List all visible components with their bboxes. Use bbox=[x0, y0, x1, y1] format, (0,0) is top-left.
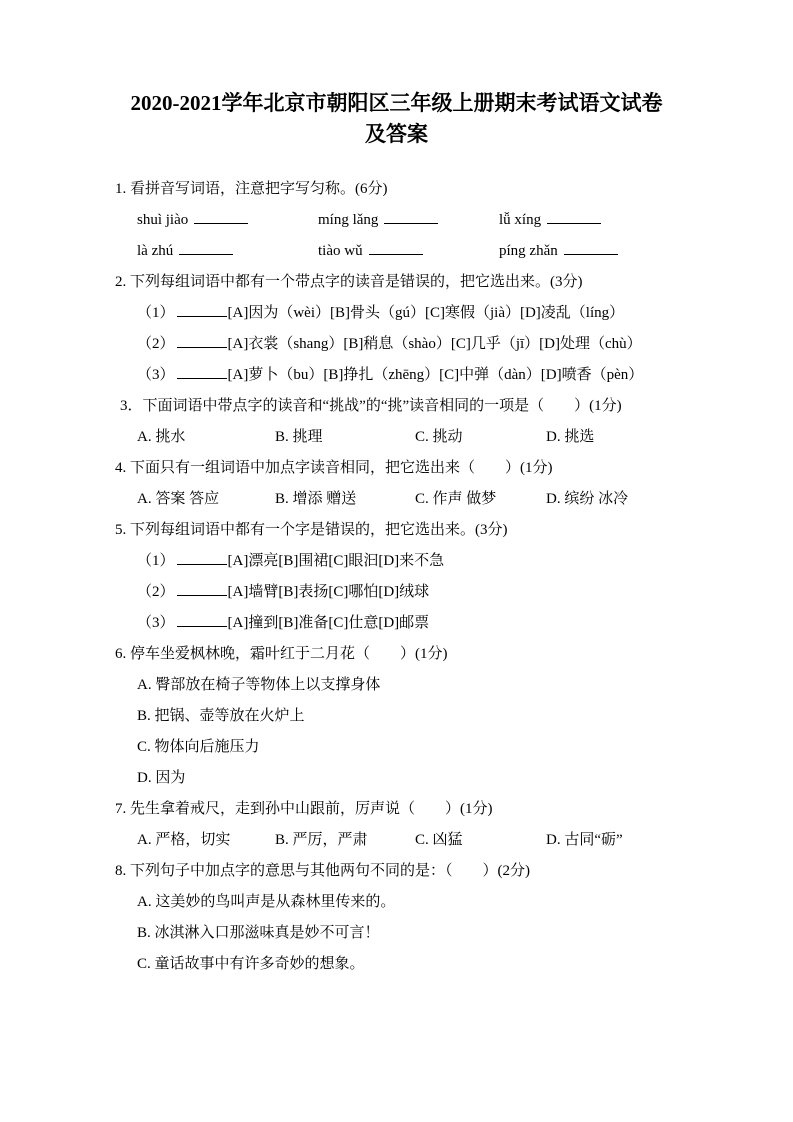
question-5-item-2 bbox=[115, 577, 681, 608]
option-a: A. 臀部放在椅子等物体上以支撑身体 bbox=[137, 677, 381, 693]
answer-blank bbox=[177, 335, 227, 348]
item-text: [A]墙臂[B]表扬[C]哪怕[D]绒球 bbox=[227, 584, 430, 600]
option-d: D. 因为 bbox=[137, 770, 186, 786]
item-text: [A]萝卜（bu）[B]挣扎（zhēng）[C]中弹（dàn）[D]喷香（pèn） bbox=[227, 367, 644, 383]
answer-blank bbox=[179, 242, 233, 255]
answer-blank bbox=[384, 211, 438, 224]
pinyin-item bbox=[499, 236, 620, 267]
option-c: C. 凶猛 bbox=[415, 832, 463, 848]
pinyin-item bbox=[318, 205, 499, 236]
question-2-item-2 bbox=[115, 329, 681, 360]
item-label: （1） bbox=[137, 305, 175, 321]
question-2-item-1 bbox=[115, 298, 681, 329]
option-b: B. 严厉，严肃 bbox=[275, 832, 368, 848]
option-c: C. 物体向后施压力 bbox=[137, 739, 260, 755]
pinyin-text: shuì jiào bbox=[137, 212, 189, 228]
title-line-2: 及答案 bbox=[365, 122, 428, 146]
option-a: A. 严格，切实 bbox=[137, 832, 231, 848]
answer-blank bbox=[177, 366, 227, 379]
question-6-stem: 6. 停车坐爱枫林晚，霜叶红于二月花（ ）(1分) bbox=[115, 646, 448, 662]
answer-blank bbox=[369, 242, 423, 255]
question-2 bbox=[115, 267, 681, 391]
item-label: （2） bbox=[137, 584, 175, 600]
question-4-stem: 4. 下面只有一组词语中加点字读音相同，把它选出来（ ）(1分) bbox=[115, 460, 553, 476]
question-1-pinyin-row-2 bbox=[115, 236, 681, 267]
item-text: [A]因为（wèi）[B]骨头（gú）[C]寒假（jià）[D]凌乱（líng） bbox=[227, 305, 625, 321]
option-b: B. 冰淇淋入口那滋味真是妙不可言！ bbox=[137, 925, 380, 941]
question-5-stem: 5. 下列每组词语中都有一个字是错误的，把它选出来。(3分) bbox=[115, 522, 508, 538]
question-5 bbox=[115, 515, 681, 639]
question-4-options bbox=[115, 484, 681, 515]
pinyin-text: là zhú bbox=[137, 243, 174, 259]
answer-blank bbox=[177, 304, 227, 317]
question-6 bbox=[115, 639, 681, 794]
answer-blank bbox=[564, 242, 618, 255]
option-d: D. 挑选 bbox=[546, 429, 595, 445]
pinyin-item bbox=[499, 205, 603, 236]
question-2-item-3 bbox=[115, 360, 681, 391]
question-1-stem: 1. 看拼音写词语，注意把字写匀称。(6分) bbox=[115, 181, 388, 197]
answer-blank bbox=[194, 211, 248, 224]
pinyin-text: lǚ xíng bbox=[499, 212, 542, 228]
question-7-options bbox=[115, 825, 681, 856]
option-b: B. 把锅、壶等放在火炉上 bbox=[137, 708, 305, 724]
pinyin-item bbox=[137, 236, 318, 267]
question-2-stem: 2. 下列每组词语中都有一个带点字的读音是错误的，把它选出来。(3分) bbox=[115, 274, 583, 290]
pinyin-text: tiào wǔ bbox=[318, 243, 363, 259]
item-label: （3） bbox=[137, 367, 175, 383]
question-7 bbox=[115, 794, 681, 856]
question-1-pinyin-row-1 bbox=[115, 205, 681, 236]
option-c: C. 童话故事中有许多奇妙的想象。 bbox=[137, 956, 365, 972]
item-label: （2） bbox=[137, 336, 175, 352]
question-3 bbox=[115, 391, 681, 453]
option-c: C. 挑动 bbox=[415, 429, 463, 445]
question-8-stem: 8. 下列句子中加点字的意思与其他两句不同的是：（ ）(2分) bbox=[115, 863, 530, 879]
question-1 bbox=[115, 174, 681, 267]
answer-blank bbox=[177, 583, 227, 596]
pinyin-text: míng lǎng bbox=[318, 212, 379, 228]
question-4 bbox=[115, 453, 681, 515]
question-7-stem: 7. 先生拿着戒尺，走到孙中山跟前，厉声说（ ）(1分) bbox=[115, 801, 493, 817]
question-8 bbox=[115, 856, 681, 980]
question-5-item-1 bbox=[115, 546, 681, 577]
question-3-stem: 3．下面词语中带点字的读音和“挑战”的“挑”读音相同的一项是（ ）(1分) bbox=[120, 398, 622, 414]
page-title bbox=[0, 0, 793, 150]
option-a: A. 挑水 bbox=[137, 429, 186, 445]
option-a: A. 答案 答应 bbox=[137, 491, 220, 507]
item-text: [A]撞到[B]准备[C]仕意[D]邮票 bbox=[227, 615, 430, 631]
answer-blank bbox=[177, 614, 227, 627]
item-label: （1） bbox=[137, 553, 175, 569]
item-text: [A]漂亮[B]围裙[C]眼汩[D]来不急 bbox=[227, 553, 445, 569]
option-c: C. 作声 做梦 bbox=[415, 491, 497, 507]
answer-blank bbox=[177, 552, 227, 565]
pinyin-text: píng zhǎn bbox=[499, 243, 558, 259]
pinyin-item bbox=[318, 236, 499, 267]
answer-blank bbox=[547, 211, 601, 224]
question-3-options bbox=[115, 422, 681, 453]
pinyin-item bbox=[137, 205, 318, 236]
item-label: （3） bbox=[137, 615, 175, 631]
exam-body bbox=[0, 150, 793, 980]
option-b: B. 增添 赠送 bbox=[275, 491, 357, 507]
title-line-1: 2020-2021学年北京市朝阳区三年级上册期末考试语文试卷 bbox=[130, 91, 663, 115]
option-b: B. 挑理 bbox=[275, 429, 323, 445]
option-d: D. 缤纷 冰冷 bbox=[546, 491, 629, 507]
option-d: D. 古同“砺” bbox=[546, 832, 623, 848]
item-text: [A]衣裳（shang）[B]稍息（shào）[C]几乎（jī）[D]处理（chù） bbox=[227, 336, 642, 352]
question-5-item-3 bbox=[115, 608, 681, 639]
option-a: A. 这美妙的鸟叫声是从森林里传来的。 bbox=[137, 894, 396, 910]
